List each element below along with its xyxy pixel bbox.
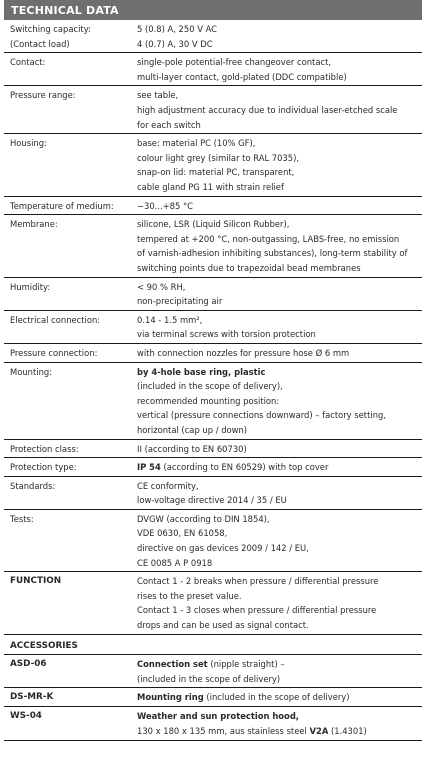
function-line: drops and can be used as signal contact. bbox=[137, 620, 309, 631]
spec-value-line: recommended mounting position: bbox=[137, 395, 280, 406]
spec-value-line: tempered at +200 °C, non-outgassing, LABS-free, no emission bbox=[137, 233, 400, 244]
spec-label-line: Housing: bbox=[10, 138, 47, 149]
function-line: Contact 1 - 2 breaks when pressure / differential pressure bbox=[137, 576, 379, 587]
spec-value bbox=[137, 346, 422, 361]
spec-value-line: snap-on lid: material PC, transparent, bbox=[137, 167, 295, 178]
spec-value bbox=[137, 442, 422, 457]
spec-value bbox=[137, 199, 422, 214]
spec-value-line: 4 (0.7) A, 30 V DC bbox=[137, 38, 213, 49]
spec-label bbox=[10, 22, 91, 51]
spec-value-line: of varnish-adhesion inhibiting substances), long-term stability of bbox=[137, 248, 408, 259]
spec-value bbox=[137, 280, 422, 309]
accessories-section bbox=[4, 635, 422, 742]
spec-row bbox=[4, 86, 422, 134]
spec-label bbox=[10, 55, 45, 70]
accessory-line bbox=[137, 657, 422, 672]
spec-value-line: with connection nozzles for pressure hose Ø 6 mm bbox=[137, 347, 350, 358]
function-title: FUNCTION bbox=[10, 576, 62, 587]
accessory-note: (nipple straight) – bbox=[207, 659, 285, 670]
spec-label-line: Humidity: bbox=[10, 281, 51, 292]
spec-value-line: high adjustment accuracy due to individual laser-etched scale bbox=[137, 104, 398, 115]
spec-value-line: 5 (0.8) A, 250 V AC bbox=[137, 24, 218, 34]
accessory-name: Weather and sun protection hood, bbox=[137, 711, 299, 722]
spec-row bbox=[4, 458, 422, 477]
spec-value-line: via terminal screws with torsion protection bbox=[137, 329, 316, 340]
spec-value bbox=[137, 22, 422, 51]
spec-value bbox=[137, 479, 422, 508]
spec-label bbox=[10, 460, 77, 475]
function-line: rises to the preset value. bbox=[137, 590, 242, 601]
accessory-line bbox=[137, 690, 422, 705]
spec-label bbox=[10, 313, 100, 328]
spec-value-line: for each switch bbox=[137, 119, 201, 130]
spec-value-line: vertical (pressure connections downward) – factory setting, bbox=[137, 410, 386, 421]
accessory-description bbox=[137, 709, 422, 738]
accessory-description bbox=[137, 690, 422, 705]
spec-value-line: silicone, LSR (Liquid Silicon Rubber), bbox=[137, 219, 290, 230]
spec-row bbox=[4, 134, 422, 196]
spec-value-line: (included in the scope of delivery), bbox=[137, 381, 283, 392]
spec-label bbox=[10, 88, 76, 103]
spec-label bbox=[10, 136, 47, 151]
accessory-code: WS-04 bbox=[10, 711, 42, 722]
accessory-code: DS-MR-K bbox=[10, 692, 54, 703]
spec-value-line: II (according to EN 60730) bbox=[137, 443, 247, 454]
function-line: Contact 1 - 3 closes when pressure / differential pressure bbox=[137, 605, 377, 616]
spec-value-line: cable gland PG 11 with strain relief bbox=[137, 181, 284, 192]
function-row bbox=[4, 572, 422, 634]
accessory-material: V2A bbox=[309, 725, 329, 736]
spec-row bbox=[4, 477, 422, 510]
spec-value-line: CE 0085 A P 0918 bbox=[137, 557, 213, 568]
spec-value-rest: (according to EN 60529) with top cover bbox=[160, 462, 329, 473]
spec-label bbox=[10, 217, 58, 232]
spec-value-line: 0.14 - 1.5 mm², bbox=[137, 314, 203, 325]
spec-value bbox=[137, 512, 422, 570]
spec-value-lead: IP 54 bbox=[137, 462, 161, 473]
spec-label-line: Electrical connection: bbox=[10, 314, 101, 325]
spec-row bbox=[4, 363, 422, 440]
spec-value bbox=[137, 88, 422, 132]
spec-label-line: Protection class: bbox=[10, 443, 79, 454]
spec-value-line bbox=[137, 460, 422, 475]
spec-row bbox=[4, 440, 422, 459]
spec-label bbox=[10, 442, 79, 457]
spec-label-line: Membrane: bbox=[10, 219, 58, 230]
bottom-rule bbox=[4, 740, 422, 741]
spec-value-line: directive on gas devices 2009 / 142 / EU, bbox=[137, 543, 309, 554]
accessory-text: (1.4301) bbox=[328, 725, 367, 736]
function-section bbox=[4, 572, 422, 634]
accessory-name: Connection set bbox=[137, 659, 208, 670]
accessory-line bbox=[137, 709, 422, 724]
spec-value-line: colour light grey (similar to RAL 7035), bbox=[137, 152, 300, 163]
spec-value bbox=[137, 460, 422, 475]
spec-label bbox=[10, 365, 52, 380]
spec-label-line: (Contact load) bbox=[10, 38, 70, 49]
accessory-note: (included in the scope of delivery) bbox=[203, 692, 350, 703]
spec-label-line: Pressure range: bbox=[10, 90, 76, 101]
spec-row bbox=[4, 278, 422, 311]
spec-label-line: Standards: bbox=[10, 480, 56, 491]
spec-value-line: base: material PC (10% GF), bbox=[137, 138, 256, 149]
spec-label-line: Tests: bbox=[10, 513, 34, 524]
accessory-line bbox=[137, 724, 422, 739]
accessory-name: Mounting ring bbox=[137, 692, 204, 703]
spec-label-line: Mounting: bbox=[10, 366, 53, 377]
spec-label bbox=[10, 512, 34, 527]
spec-value-line: non-precipitating air bbox=[137, 296, 223, 307]
accessories-title: ACCESSORIES bbox=[10, 640, 78, 651]
spec-value-line: CE conformity, bbox=[137, 480, 199, 491]
accessory-code: ASD-06 bbox=[10, 659, 47, 670]
function-text bbox=[137, 574, 422, 632]
spec-value-line: switching points due to trapezoidal bead membranes bbox=[137, 262, 361, 273]
spec-value-line: < 90 % RH, bbox=[137, 281, 186, 292]
spec-value bbox=[137, 365, 422, 438]
spec-value-line: VDE 0630, EN 61058, bbox=[137, 528, 228, 539]
spec-value bbox=[137, 136, 422, 194]
spec-label bbox=[10, 346, 97, 361]
spec-value-line: multi-layer contact, gold-plated (DDC compatible) bbox=[137, 71, 347, 82]
spec-value-line: single-pole potential-free changeover contact, bbox=[137, 57, 332, 68]
spec-row bbox=[4, 510, 422, 572]
technical-data-sheet bbox=[4, 0, 422, 741]
spec-label-line: Pressure connection: bbox=[10, 347, 98, 358]
accessory-row bbox=[4, 707, 422, 740]
spec-row bbox=[4, 197, 422, 216]
spec-label bbox=[10, 479, 55, 494]
spec-value-line: see table, bbox=[137, 90, 179, 101]
accessory-description bbox=[137, 657, 422, 686]
technical-data-table bbox=[4, 20, 422, 572]
spec-label-line: Contact: bbox=[10, 57, 46, 68]
spec-label-line: Protection type: bbox=[10, 462, 77, 473]
spec-value-line: by 4-hole base ring, plastic bbox=[137, 366, 266, 377]
accessory-row bbox=[4, 655, 422, 688]
accessory-text: 130 x 180 x 135 mm, aus stainless steel bbox=[137, 725, 310, 736]
accessory-line: (included in the scope of delivery) bbox=[137, 673, 281, 684]
spec-value-line: horizontal (cap up / down) bbox=[137, 424, 248, 435]
spec-value bbox=[137, 313, 422, 342]
accessory-row bbox=[4, 688, 422, 707]
spec-row bbox=[4, 215, 422, 277]
spec-label-line: Temperature of medium: bbox=[10, 200, 114, 211]
spec-value bbox=[137, 55, 422, 84]
spec-row bbox=[4, 311, 422, 344]
section-header-technical-data: TECHNICAL DATA bbox=[4, 0, 422, 20]
spec-value-line: DVGW (according to DIN 1854), bbox=[137, 513, 270, 524]
spec-value-line: −30...+85 °C bbox=[137, 200, 194, 211]
spec-value-line: low-voltage directive 2014 / 35 / EU bbox=[137, 495, 287, 506]
spec-row bbox=[4, 53, 422, 86]
spec-label-line: Switching capacity: bbox=[10, 24, 91, 34]
spec-value bbox=[137, 217, 422, 275]
spec-row bbox=[4, 20, 422, 53]
accessories-header-row bbox=[4, 635, 422, 656]
spec-row bbox=[4, 344, 422, 363]
spec-label bbox=[10, 199, 114, 214]
spec-label bbox=[10, 280, 50, 295]
